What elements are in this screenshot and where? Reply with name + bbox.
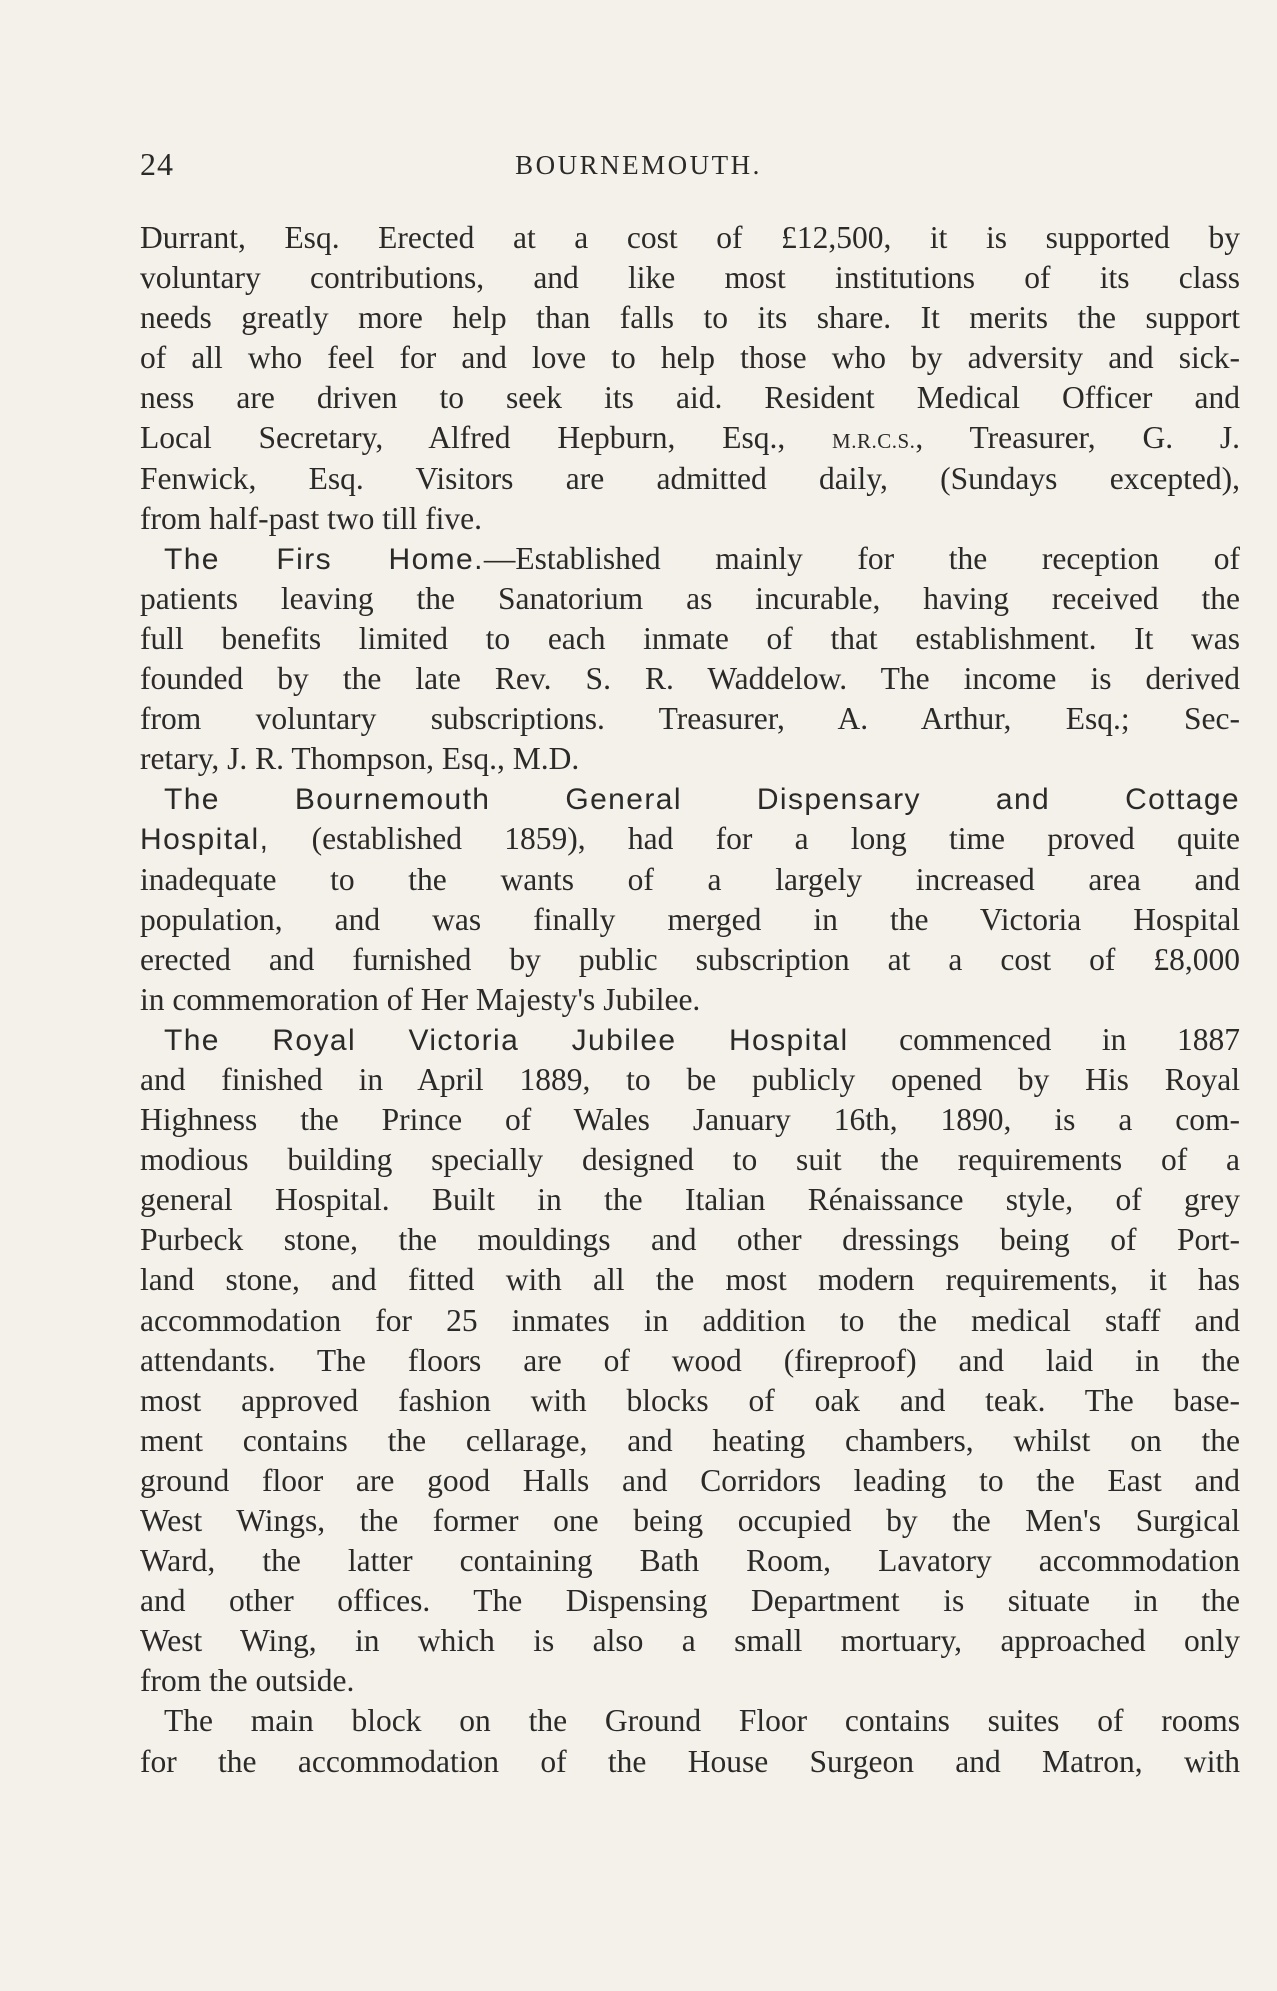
text-line [140,1742,1240,1782]
text-line [140,699,1240,739]
text-segment: attendants. The floors are of wood (fireproof) and laid in the [140,1342,1240,1378]
body-text [140,218,1240,1782]
text-segment: retary, J. R. Thompson, Esq., M.D. [140,741,580,777]
text-segment: general Hospital. Built in the Italian Rénaissance style, of grey [140,1182,1240,1218]
page-number: 24 [140,146,174,182]
text-segment: patients leaving the Sanatorium as incurable, having received the [140,580,1240,616]
text-segment: in commemoration of Her Majesty's Jubilee. [140,981,701,1017]
text-segment: and finished in April 1889, to be publicly opened by His Royal [140,1061,1240,1097]
text-line [140,378,1240,418]
text-line [140,1621,1240,1661]
text-line [140,779,1240,819]
text-segment: The main block on the Ground Floor contains suites of rooms [164,1703,1240,1739]
text-line [140,1421,1240,1461]
section-heading: The Bournemouth General Dispensary and Cottage [164,783,1240,817]
text-segment: Durrant, Esq. Erected at a cost of £12,500, it is supported by [140,220,1240,255]
text-line [140,1260,1240,1300]
text-line [140,1301,1240,1341]
text-segment: land stone, and fitted with all the most modern requirements, it has [140,1262,1240,1298]
text-segment: needs greatly more help than falls to its share. It merits the support [140,300,1240,336]
text-segment: founded by the late Rev. S. R. Waddelow. The income is derived [140,661,1240,697]
text-line [140,739,1240,779]
text-segment: Ward, the latter containing Bath Room, Lavatory accommodation [140,1543,1240,1579]
text-line [140,980,1240,1020]
text-line [140,499,1240,539]
text-segment: Fenwick, Esq. Visitors are admitted daily, (Sundays excepted), [140,460,1240,496]
text-line [140,539,1240,579]
section-heading: Hospital, [140,823,270,857]
text-segment: (established 1859), had for a long time proved quite [269,821,1240,857]
small-caps-text: M.R.C.S. [832,429,916,454]
text-segment: ground floor are good Halls and Corridors leading to the East and [140,1462,1240,1498]
text-line [140,1381,1240,1421]
text-segment: West Wing, in which is also a small mortuary, approached only [140,1623,1240,1659]
text-segment: ness are driven to seek its aid. Resident Medical Officer and [140,380,1240,416]
text-segment: from half-past two till five. [140,500,483,536]
text-segment: for the accommodation of the House Surgeon and Matron, with [140,1743,1240,1779]
text-line [140,1501,1240,1541]
text-line [140,819,1240,859]
text-line [140,298,1240,338]
text-line [140,418,1240,458]
text-segment: most approved fashion with blocks of oak and teak. The base- [140,1382,1240,1418]
text-line [140,459,1240,499]
text-line [140,1180,1240,1220]
text-segment: and other offices. The Dispensing Department is situate in the [140,1583,1240,1619]
text-line [140,619,1240,659]
text-segment: population, and was finally merged in the Victoria Hospital [140,901,1240,937]
text-line [140,659,1240,699]
text-segment: —Established mainly for the reception of [483,540,1240,576]
page-header [0,146,1277,186]
text-segment: full benefits limited to each inmate of that establishment. It was [140,620,1240,656]
text-segment: Highness the Prince of Wales January 16th, 1890, is a com- [140,1102,1240,1138]
text-segment: , Treasurer, G. J. [915,420,1241,456]
text-line [140,860,1240,900]
text-segment: West Wings, the former one being occupied by the Men's Surgical [140,1503,1240,1538]
section-heading: The Royal Victoria Jubilee Hospital [164,1023,849,1057]
text-segment: of all who feel for and love to help those who by adversity and sick- [140,340,1240,376]
text-segment: erected and furnished by public subscription at a cost of £8,000 [140,941,1240,977]
text-line [140,338,1240,378]
text-line [140,579,1240,619]
text-line [140,1581,1240,1621]
text-segment: Local Secretary, Alfred Hepburn, Esq., [140,420,833,456]
text-segment: accommodation for 25 inmates in addition to the medical staff and [140,1302,1240,1338]
text-segment: Purbeck stone, the mouldings and other dressings being of Port- [140,1222,1240,1258]
text-line [140,1060,1240,1100]
text-line [140,1140,1240,1180]
text-segment: commenced in 1887 [848,1021,1240,1057]
text-line [140,1661,1240,1701]
text-segment: modious building specially designed to suit the requirements of a [140,1142,1240,1178]
text-line [140,1341,1240,1381]
text-line [140,218,1240,258]
text-line [140,1461,1240,1501]
text-line [140,900,1240,940]
text-line [140,1220,1240,1260]
section-heading: The Firs Home. [164,542,484,576]
running-head: BOURNEMOUTH. [515,150,762,180]
text-segment: ment contains the cellarage, and heating chambers, whilst on the [140,1422,1240,1458]
text-line [140,940,1240,980]
text-segment: from voluntary subscriptions. Treasurer, A. Arthur, Esq.; Sec- [140,701,1240,737]
text-line [140,1020,1240,1060]
text-line [140,1100,1240,1140]
text-line [140,258,1240,298]
text-segment: voluntary contributions, and like most institutions of its class [140,260,1240,296]
text-segment: from the outside. [140,1663,355,1699]
text-line [140,1701,1240,1741]
text-segment: inadequate to the wants of a largely increased area and [140,861,1240,897]
text-line [140,1541,1240,1581]
